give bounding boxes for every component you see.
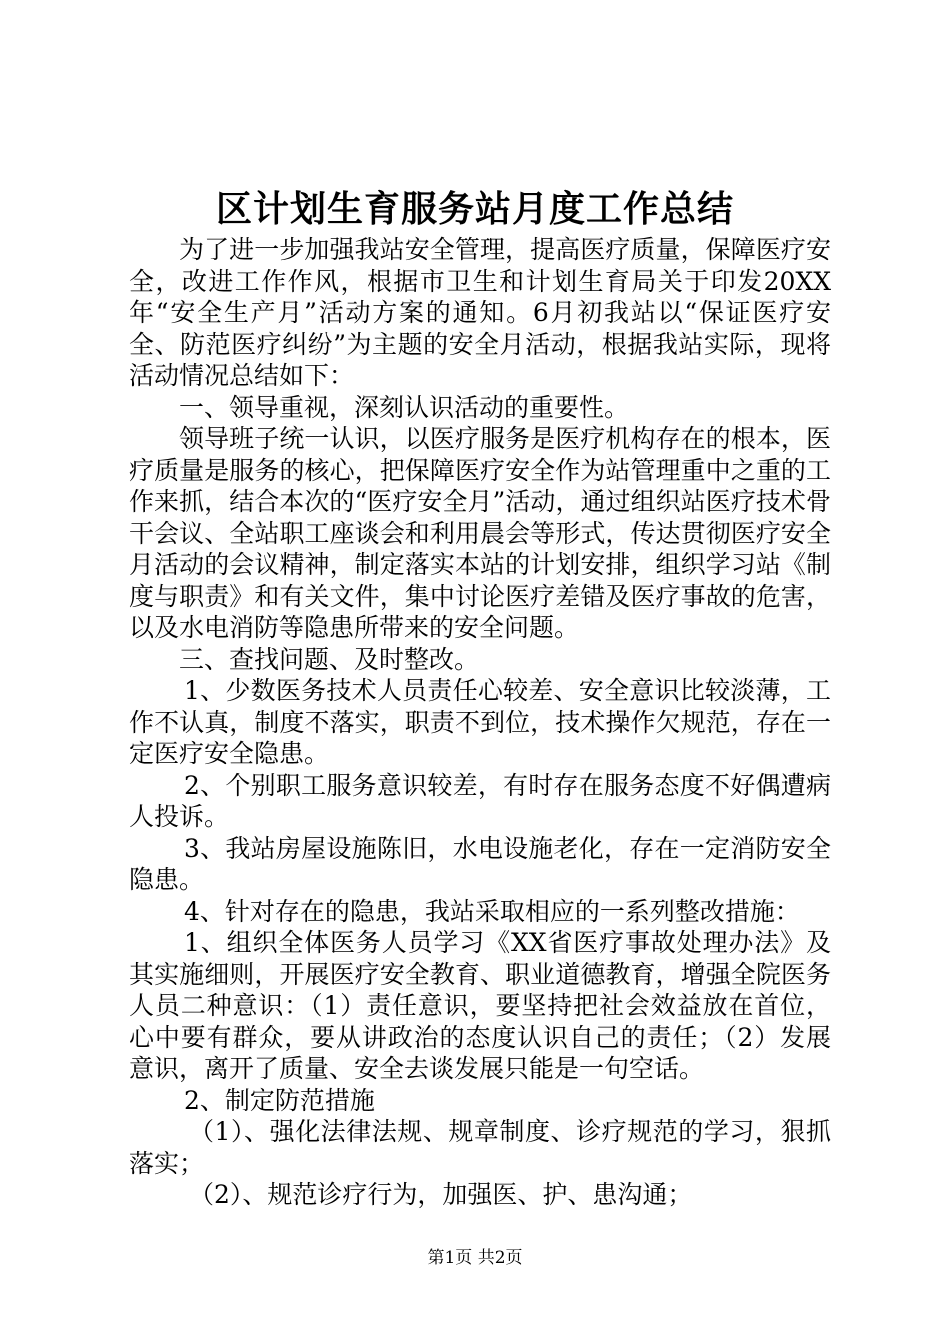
sub-list-item: （2）、规范诊疗行为，加强医、护、患沟通； xyxy=(189,1180,693,1209)
list-item: 1、少数医务技术人员责任心较差、安全意识比较淡薄，工作不认真，制度不落实，职责不到位，技术操作欠规范，存在一定医疗安全隐患。 xyxy=(129,676,831,768)
section-heading-3: 三、查找问题、及时整改。 xyxy=(179,644,480,674)
list-item: 3、我站房屋设施陈旧，水电设施老化，存在一定消防安全隐患。 xyxy=(129,833,831,894)
paragraph-intro: 为了进一步加强我站安全管理，提高医疗质量，保障医疗安全，改进工作作风，根据市卫生和计划生育局关于印发20XX年“安全生产月”活动方案的通知。6月初我站以“保证医疗安全、防范医疗纠纷”为主题的安全月活动，根据我站实际，现将活动情况总结如下： xyxy=(129,235,831,390)
document-body xyxy=(129,234,831,1211)
list-item: 2、制定防范措施 xyxy=(184,1085,375,1115)
page-footer: 第1页 共2页 xyxy=(427,1248,523,1268)
list-item: 2、个别职工服务意识较差，有时存在服务态度不好偶遭病人投诉。 xyxy=(129,770,831,831)
list-item: 1、组织全体医务人员学习《XX省医疗事故处理办法》及其实施细则，开展医疗安全教育、职业道德教育，增强全院医务人员二种意识：（1）责任意识，要坚持把社会效益放在首位，心中要有群众，要从讲政治的态度认识自己的责任；（2）发展意识，离开了质量、安全去谈发展只能是一句空话。 xyxy=(129,928,831,1083)
sub-list-item: （1）、强化法律法规、规章制度、诊疗规范的学习，狠抓落实； xyxy=(129,1117,831,1178)
section-heading-1: 一、领导重视，深刻认识活动的重要性。 xyxy=(179,392,630,422)
list-item: 4、针对存在的隐患，我站采取相应的一系列整改措施： xyxy=(184,896,800,926)
document-title: 区计划生育服务站月度工作总结 xyxy=(215,188,734,230)
paragraph-leadership: 领导班子统一认识，以医疗服务是医疗机构存在的根本，医疗质量是服务的核心，把保障医疗安全作为站管理重中之重的工作来抓，结合本次的“医疗安全月”活动，通过组织站医疗技术骨干会议、全站职工座谈会和利用晨会等形式，传达贯彻医疗安全月活动的会议精神，制定落实本站的计划安排，组织学习站《制度与职责》和有关文件，集中讨论医疗差错及医疗事故的危害，以及水电消防等隐患所带来的安全问题。 xyxy=(129,424,831,642)
